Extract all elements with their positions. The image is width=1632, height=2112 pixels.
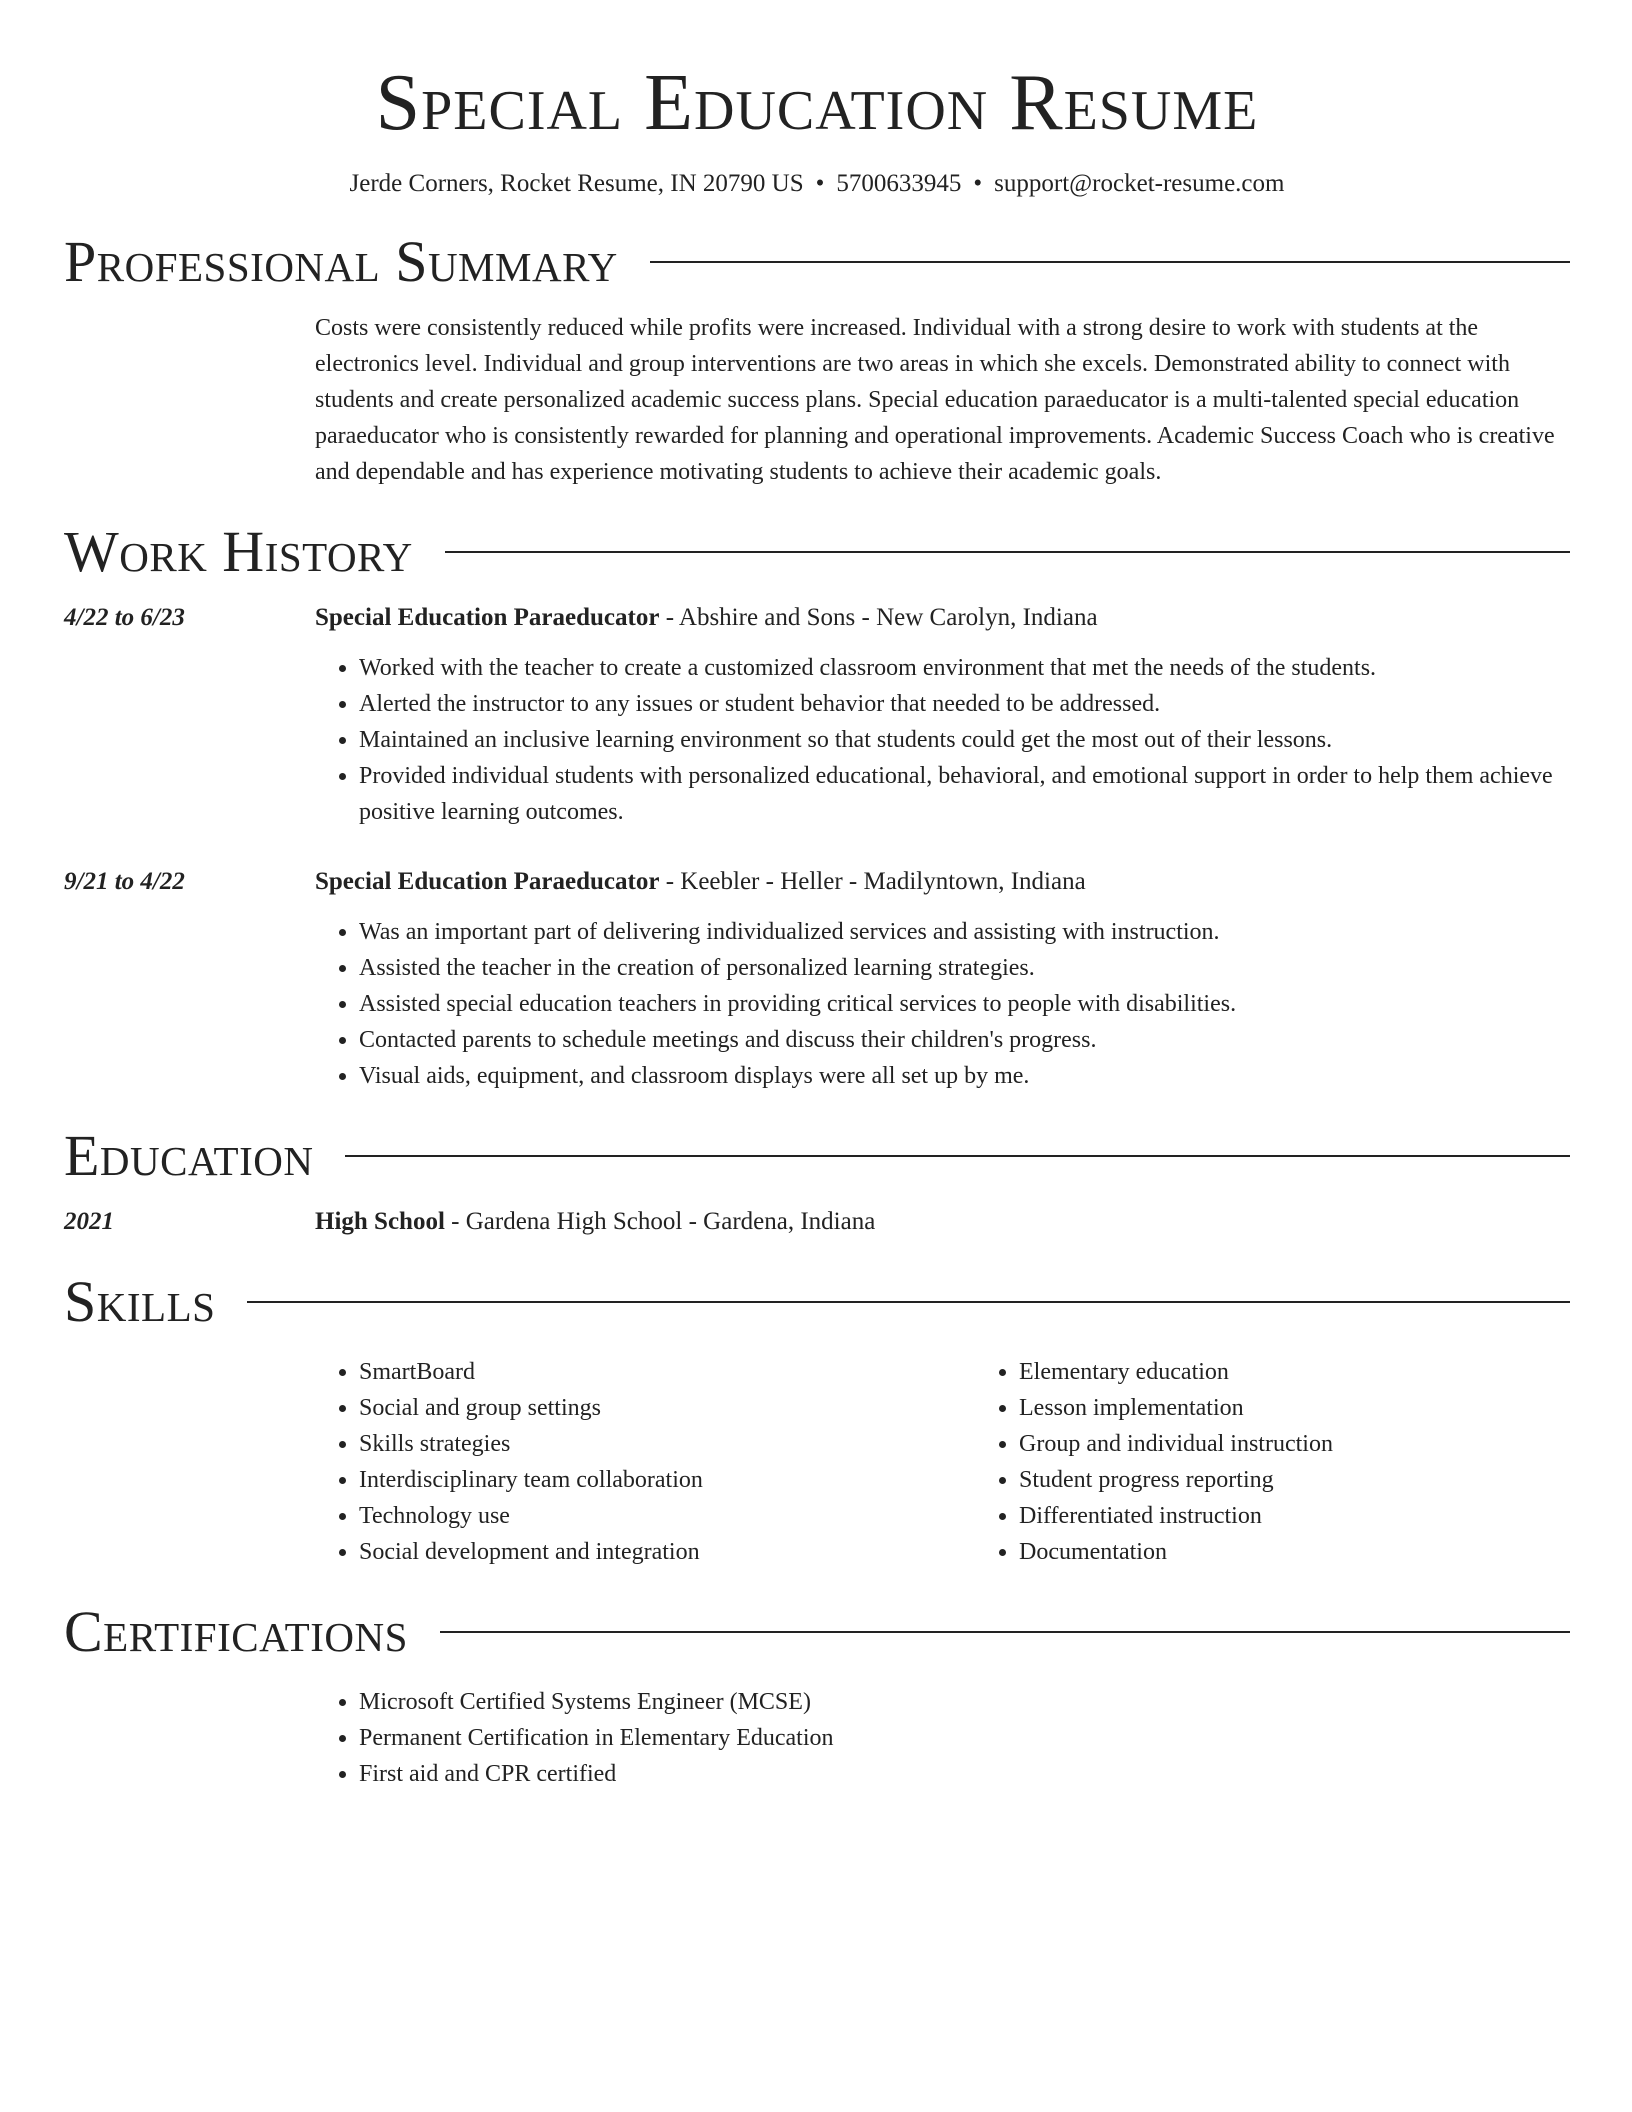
job-entry [64, 864, 1570, 1094]
resume-page [64, 0, 1570, 1792]
skills-list-right [975, 1354, 1632, 1570]
list-item: • Documentation [1019, 1534, 1632, 1570]
contact-separator: • [815, 170, 825, 197]
job-left-spacer [64, 636, 315, 830]
skills-row [64, 1354, 1570, 1570]
section-divider [445, 551, 1570, 553]
summary-section-header [64, 228, 1570, 296]
certs-left-spacer [64, 1684, 315, 1792]
list-item: • Technology use [359, 1498, 975, 1534]
job-heading [315, 600, 1570, 636]
certifications-section-header [64, 1598, 1570, 1666]
list-item: • Student progress reporting [1019, 1462, 1632, 1498]
list-item: • Skills strategies [359, 1426, 975, 1462]
list-item: • Social and group settings [359, 1390, 975, 1426]
education-degree: High School [315, 1208, 445, 1235]
summary-text: Costs were consistently reduced while profits were increased. Individual with a strong desire to work with students at the electronics level. Individual and group interventions are two areas in which she excels. Demonstrated ability to connect with students and create personalized academic success plans. Special education paraeducator is a multi-talented special education paraeducator who is consistently rewarded for planning and operational improvements. Academic Success Coach who is creative and dependable and has experience motivating students to achieve their academic goals. [315, 315, 1555, 485]
certifications-list [315, 1684, 1570, 1792]
skills-left-spacer [64, 1354, 315, 1570]
summary-left-spacer [64, 310, 315, 490]
work-heading: Work History [64, 519, 413, 584]
section-divider [345, 1155, 1570, 1157]
job-heading [315, 864, 1570, 900]
skills-list-left [315, 1354, 975, 1570]
contact-line [64, 168, 1570, 200]
list-item: • Contacted parents to schedule meetings and discuss their children's progress. [359, 1022, 1570, 1058]
job-employer: - Abshire and Sons - New Carolyn, Indiana [659, 604, 1098, 631]
contact-email: support@rocket-resume.com [994, 170, 1285, 197]
list-item: • Provided individual students with personalized educational, behavioral, and emotional support in order to help them achieve positive learning outcomes. [359, 758, 1570, 830]
contact-phone: 5700633945 [836, 170, 962, 197]
summary-row [64, 310, 1570, 490]
education-school: - Gardena High School - Gardena, Indiana [444, 1208, 876, 1235]
job-bullets [315, 650, 1570, 830]
list-item: • SmartBoard [359, 1354, 975, 1390]
job-title: Special Education Paraeducator [315, 604, 660, 631]
job-title: Special Education Paraeducator [315, 868, 660, 895]
list-item: • Social development and integration [359, 1534, 975, 1570]
job-dates: 4/22 to 6/23 [64, 604, 185, 631]
work-section-header [64, 518, 1570, 586]
contact-address: Jerde Corners, Rocket Resume, IN 20790 US [349, 170, 804, 197]
section-divider [247, 1301, 1570, 1303]
list-item: • Visual aids, equipment, and classroom displays were all set up by me. [359, 1058, 1570, 1094]
job-dates: 9/21 to 4/22 [64, 868, 185, 895]
list-item: • Permanent Certification in Elementary Education [359, 1720, 1570, 1756]
list-item: • Was an important part of delivering individualized services and assisting with instruction. [359, 914, 1570, 950]
certifications-heading: Certifications [64, 1599, 408, 1664]
summary-heading: Professional Summary [64, 229, 618, 294]
section-divider [650, 261, 1570, 263]
list-item: • Assisted the teacher in the creation of personalized learning strategies. [359, 950, 1570, 986]
education-entry [64, 1204, 1570, 1240]
section-divider [440, 1631, 1570, 1633]
skills-section-header [64, 1268, 1570, 1336]
job-left-spacer [64, 900, 315, 1094]
list-item: • Assisted special education teachers in providing critical services to people with disabilities. [359, 986, 1570, 1022]
list-item: • Group and individual instruction [1019, 1426, 1632, 1462]
job-bullets [315, 914, 1570, 1094]
list-item: • Alerted the instructor to any issues or student behavior that needed to be addressed. [359, 686, 1570, 722]
skills-heading: Skills [64, 1269, 216, 1334]
job-entry [64, 600, 1570, 830]
list-item: • Differentiated instruction [1019, 1498, 1632, 1534]
list-item: • Microsoft Certified Systems Engineer (MCSE) [359, 1684, 1570, 1720]
job-employer: - Keebler - Heller - Madilyntown, Indiana [659, 868, 1086, 895]
education-year: 2021 [64, 1208, 114, 1235]
list-item: • Maintained an inclusive learning environment so that students could get the most out of their lessons. [359, 722, 1570, 758]
contact-separator: • [973, 170, 983, 197]
page-title: Special Education Resume [375, 59, 1259, 147]
list-item: • Lesson implementation [1019, 1390, 1632, 1426]
certifications-row [64, 1684, 1570, 1792]
list-item: • First aid and CPR certified [359, 1756, 1570, 1792]
education-section-header [64, 1122, 1570, 1190]
education-heading: Education [64, 1123, 314, 1188]
education-heading-line [315, 1204, 1570, 1240]
list-item: • Worked with the teacher to create a customized classroom environment that met the needs of the students. [359, 650, 1570, 686]
list-item: • Elementary education [1019, 1354, 1632, 1390]
list-item: • Interdisciplinary team collaboration [359, 1462, 975, 1498]
